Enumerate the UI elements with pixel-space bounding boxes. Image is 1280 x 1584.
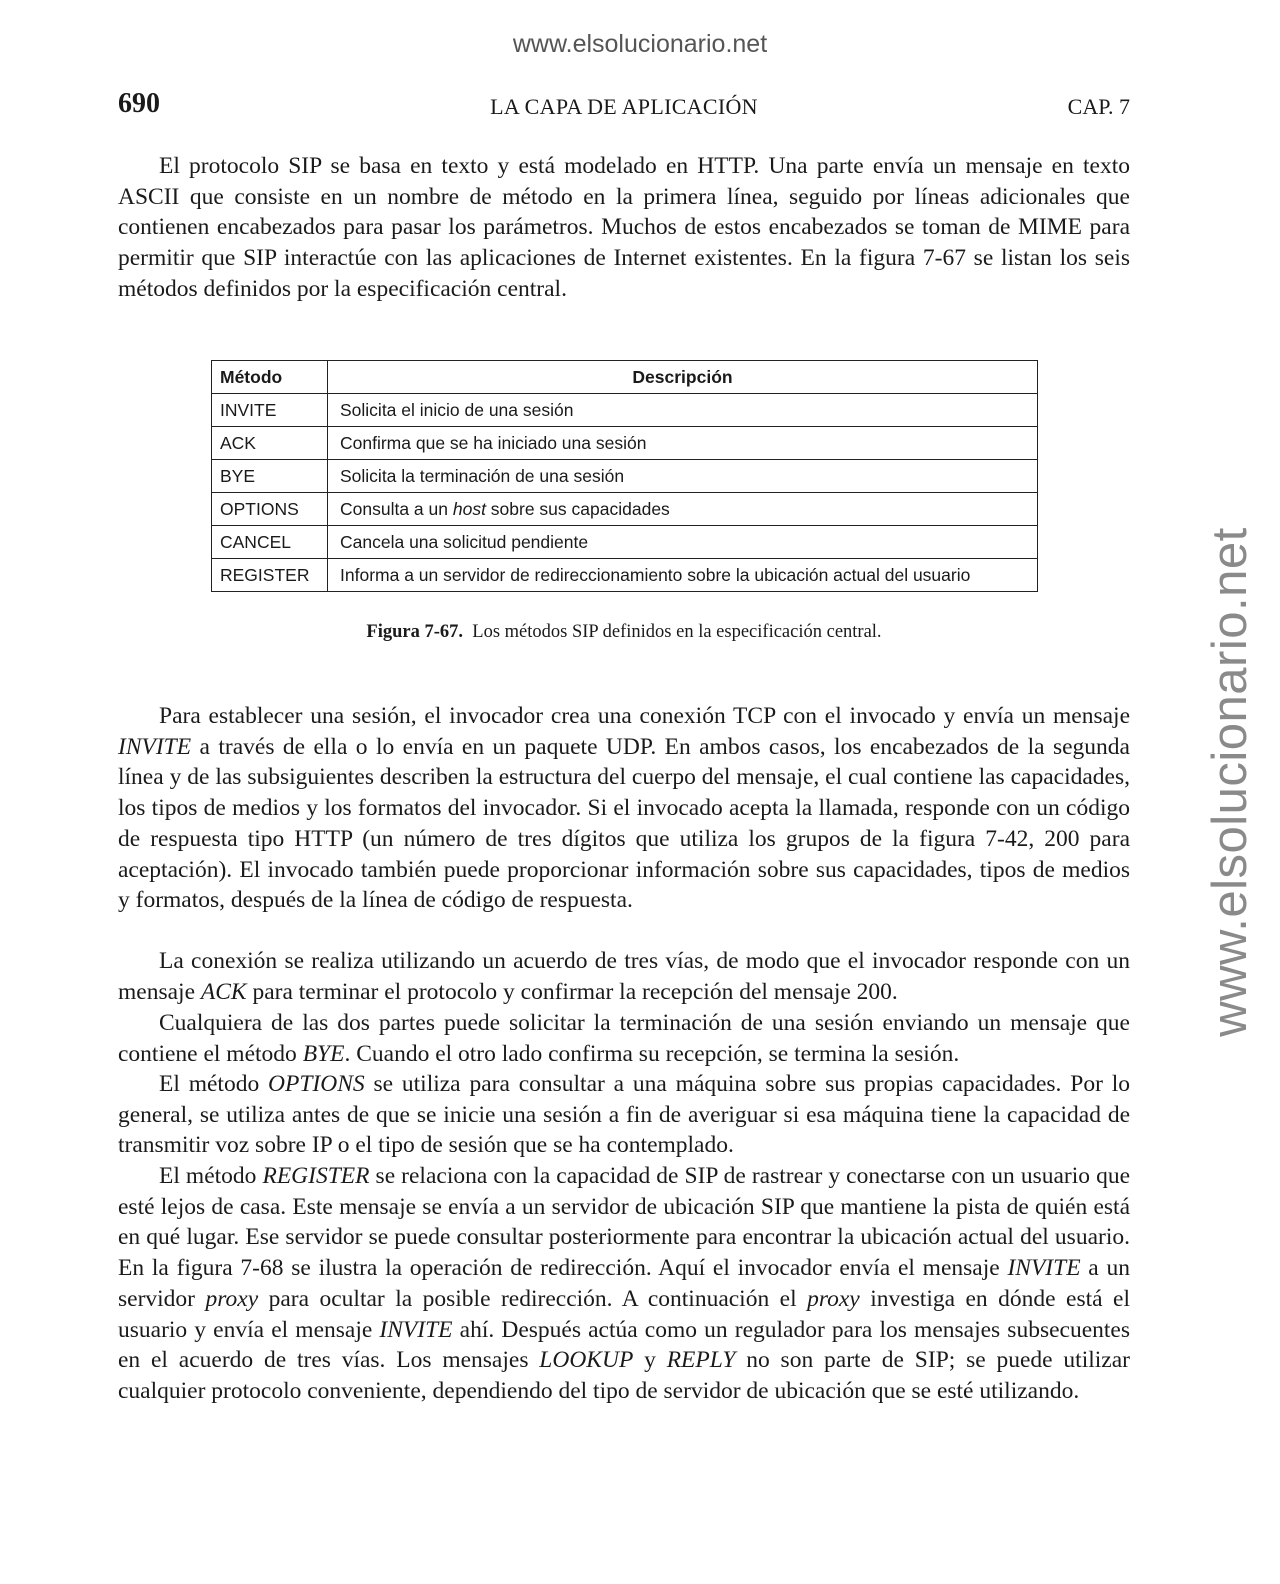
method-cell: OPTIONS [212, 493, 328, 526]
figure-label: Figura 7-67. [366, 622, 464, 642]
intro-paragraph: El protocolo SIP se basa en texto y está modelado en HTTP. Una parte envía un mensaje en texto ASCII que consiste en un nombre de método en la primera línea, seguido por líneas adicionales que contienen encabezados para pasar los parámetros. Muchos de estos encabezados se toman de MIME para permitir que SIP interactúe con las aplicaciones de Internet existentes. En la figura 7-67 se listan los seis métodos definidos por la especificación central. [118, 153, 1130, 302]
table-row [212, 460, 1038, 493]
paragraph-bye: Cualquiera de las dos partes puede solicitar la terminación de una sesión enviando un mensaje que contiene el método BYE. Cuando el otro lado confirma su recepción, se termina la sesión. [118, 1010, 1130, 1067]
sip-methods-table [211, 360, 1038, 592]
paragraph-session-setup: Para establecer una sesión, el invocador crea una conexión TCP con el invocado y envía un mensaje INVITE a través de ella o lo envía en un paquete UDP. En ambos casos, los encabezados de la segunda línea y de las subsiguientes describen la estructura del cuerpo del mensaje, el cual contiene las capacidades, los tipos de medios y los formatos del invocador. Si el invocado acepta la llamada, responde con un código de respuesta tipo HTTP (un número de tres dígitos que utiliza los grupos de la figura 7-42, 200 para aceptación). El invocado también puede proporcionar información sobre sus capacidades, tipos de medios y formatos, después de la línea de código de respuesta. [118, 703, 1130, 914]
table-row [212, 559, 1038, 592]
description-cell: Confirma que se ha iniciado una sesión [328, 427, 1038, 460]
watermark-top: www.elsolucionario.net [512, 30, 768, 58]
running-head [118, 88, 1130, 122]
table-header-row [212, 361, 1038, 394]
paragraph-register: El método REGISTER se relaciona con la capacidad de SIP de rastrear y conectarse con un usuario que esté lejos de casa. Este mensaje se envía a un servidor de ubicación SIP que mantiene la pista de quién está en qué lugar. Ese servidor se puede consultar posteriormente para encontrar la ubicación actual del usuario. En la figura 7-68 se ilustra la operación de redirección. Aquí el invocador envía el mensaje INVITE a un servidor proxy para ocultar la posible redirección. A continuación el proxy investiga en dónde está el usuario y envía el mensaje INVITE ahí. Después actúa como un regulador para los mensajes subsecuentes en el acuerdo de tres vías. Los mensajes LOOKUP y REPLY no son parte de SIP; se puede utilizar cualquier protocolo conveniente, dependiendo del tipo de servidor de ubicación que se esté utilizando. [118, 1163, 1131, 1404]
method-cell: INVITE [212, 394, 328, 427]
chapter-title: LA CAPA DE APLICACIÓN [490, 94, 758, 119]
table-row [212, 427, 1038, 460]
method-cell: REGISTER [212, 559, 328, 592]
method-cell: BYE [212, 460, 328, 493]
figure-caption [0, 622, 1248, 643]
table-row [212, 394, 1038, 427]
figure-caption-text: Los métodos SIP definidos en la especificación central. [472, 622, 882, 642]
header-method: Método [212, 361, 328, 394]
table-row [212, 526, 1038, 559]
page-number: 690 [118, 88, 160, 119]
header-description: Descripción [328, 361, 1038, 394]
watermark-side: www.elsolucionario.net [1203, 527, 1257, 1037]
method-cell: CANCEL [212, 526, 328, 559]
description-cell: Consulta a un host sobre sus capacidades [328, 493, 1038, 526]
description-cell: Cancela una solicitud pendiente [328, 526, 1038, 559]
method-cell: ACK [212, 427, 328, 460]
description-cell: Solicita el inicio de una sesión [328, 394, 1038, 427]
description-cell: Informa a un servidor de redireccionamiento sobre la ubicación actual del usuario [328, 559, 1038, 592]
table-row [212, 493, 1038, 526]
description-cell: Solicita la terminación de una sesión [328, 460, 1038, 493]
paragraph-options: El método OPTIONS se utiliza para consultar a una máquina sobre sus propias capacidades. Por lo general, se utiliza antes de que se inicie una sesión a fin de averiguar si esa máquina tiene la capacidad de transmitir voz sobre IP o el tipo de sesión que se ha contemplado. [118, 1071, 1130, 1159]
chapter-label: CAP. 7 [1067, 94, 1130, 119]
paragraph-three-way-handshake: La conexión se realiza utilizando un acuerdo de tres vías, de modo que el invocador responde con un mensaje ACK para terminar el protocolo y confirmar la recepción del mensaje 200. [118, 948, 1130, 1005]
